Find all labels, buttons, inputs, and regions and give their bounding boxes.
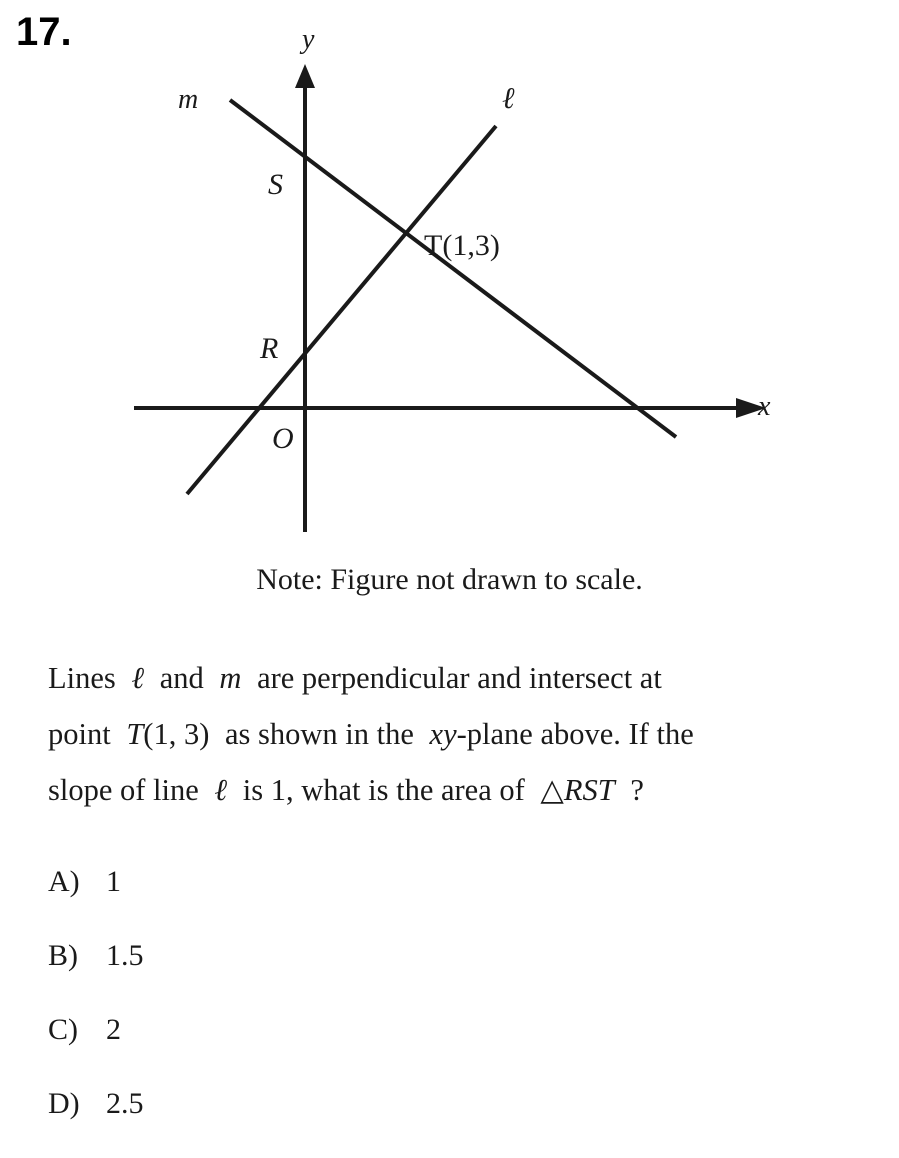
question-number: 17.	[16, 10, 72, 54]
choice-c[interactable]	[48, 1010, 144, 1084]
stem-text: as shown in the	[225, 717, 414, 751]
answer-choices	[48, 862, 144, 1158]
point-s-label: S	[268, 168, 283, 201]
line-m-label: m	[178, 84, 199, 115]
point-coords: (1, 3)	[143, 717, 210, 751]
stem-text: is 1, what is the area of	[242, 773, 525, 807]
line-l	[187, 126, 496, 494]
choice-letter: B)	[48, 939, 78, 972]
choice-text: 2.5	[106, 1087, 144, 1120]
stem-text: slope of line	[48, 773, 199, 807]
y-axis	[295, 64, 315, 532]
stem-line-1	[48, 650, 888, 706]
choice-text: 1	[106, 865, 121, 898]
stem-text: point	[48, 717, 111, 751]
line-l-label: ℓ	[502, 82, 515, 115]
point-t-label: T(1,3)	[424, 229, 500, 262]
point-r-label: R	[260, 332, 279, 365]
figure-note: Note: Figure not drawn to scale.	[256, 563, 643, 596]
choice-text: 1.5	[106, 939, 144, 972]
coordinate-figure	[0, 0, 899, 560]
stem-text: Lines	[48, 661, 116, 695]
stem-text: are perpendicular and intersect at	[257, 661, 662, 695]
var-l: ℓ	[214, 773, 228, 807]
point-t: T	[126, 717, 144, 751]
triangle-symbol: △	[540, 773, 564, 807]
choice-a[interactable]	[48, 862, 144, 936]
y-axis-label: y	[302, 24, 315, 55]
choice-letter: D)	[48, 1087, 80, 1120]
question-mark: ?	[630, 773, 644, 807]
choice-text: 2	[106, 1013, 121, 1046]
stem-text: -plane above. If the	[456, 717, 694, 751]
var-m: m	[219, 661, 242, 695]
stem-text: and	[159, 661, 204, 695]
stem-line-2	[48, 706, 888, 762]
x-axis-label: x	[758, 391, 771, 422]
choice-d[interactable]	[48, 1084, 144, 1158]
origin-label: O	[272, 422, 294, 455]
choice-b[interactable]	[48, 936, 144, 1010]
triangle-name: RST	[563, 773, 615, 807]
x-axis	[134, 398, 766, 418]
var-xy: xy	[429, 717, 457, 751]
choice-letter: A)	[48, 865, 80, 898]
line-m	[230, 100, 676, 437]
var-l: ℓ	[131, 661, 145, 695]
question-stem	[48, 650, 888, 818]
stem-line-3	[48, 762, 888, 818]
choice-letter: C)	[48, 1013, 78, 1046]
